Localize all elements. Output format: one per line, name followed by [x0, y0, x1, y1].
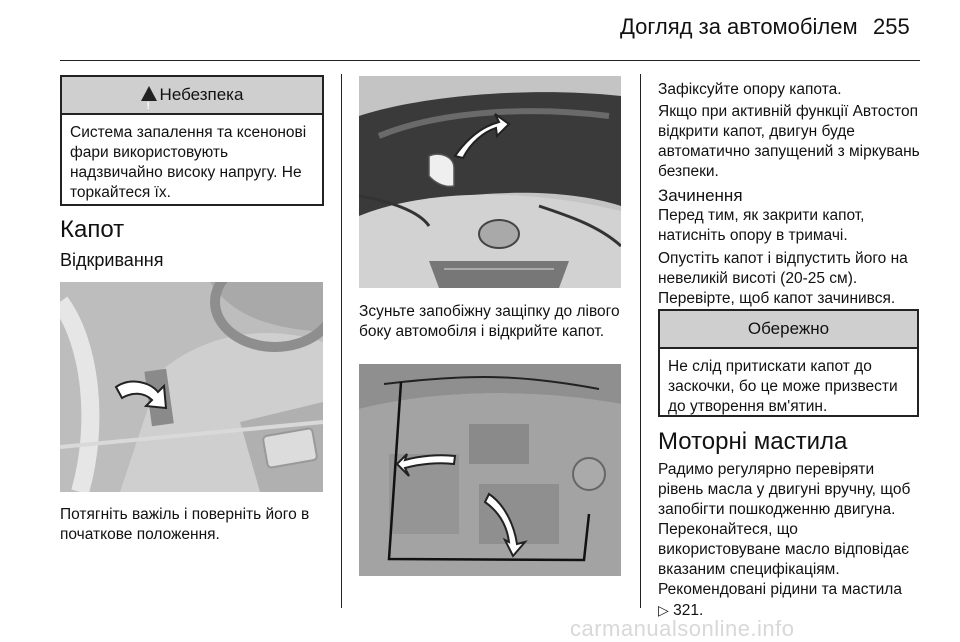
hood-heading: Капот	[60, 216, 125, 243]
closing-paragraph-1: Перед тим, як закрити капот, натисніть опору в тримачі.	[658, 207, 865, 244]
column-divider-1	[341, 74, 342, 608]
step2-text: Зсуньте запобіжну защіпку до лівого боку автомобіля і відкрийте капот.	[359, 303, 620, 340]
engine-oil-heading: Моторні мастила	[658, 428, 848, 455]
caution-box	[658, 309, 919, 417]
hood-latch-illustration	[359, 76, 621, 288]
autostop-note-text: Якщо при активній функції Автостоп відкрити капот, двигун буде автоматично запущений з міркувань безпеки.	[658, 103, 920, 180]
engine-oil-body: Радимо регулярно перевіряти рівень масла у двигуні вручну, щоб запобігти пошкодженню двигуна. Переконайтеся, що використовуване масло відповідає вказаним специфікаціям. Рекомендовані рідини та мастила	[658, 461, 911, 598]
danger-box-title: Небезпека	[159, 85, 244, 104]
page-header-title: Догляд за автомобілем	[620, 14, 858, 39]
danger-box-header	[62, 77, 322, 115]
watermark: carmanualsonline.info	[570, 616, 795, 641]
engine-oil-ref-page[interactable]: 321.	[673, 602, 704, 619]
page-number: 255	[873, 14, 910, 39]
engine-bay-illustration	[359, 364, 621, 576]
caution-box-text: Не слід притискати капот до заскочки, бо це може призвести до утворення вм'ятин.	[668, 358, 898, 415]
release-lever-illustration	[60, 282, 323, 492]
hood-latch-figure	[359, 76, 621, 288]
danger-box-text: Система запалення та ксенонові фари використовують надзвичайно високу напругу. Не торкайтеся їх.	[70, 124, 307, 201]
closing-subheading: Зачинення	[658, 186, 743, 205]
step1-text: Потягніть важіль і поверніть його в початкове положення.	[60, 506, 310, 543]
danger-box	[60, 75, 324, 206]
release-lever-figure	[60, 282, 323, 492]
engine-oil-text	[658, 460, 923, 621]
closing-paragraph-2: Опустіть капот і відпустить його на невеликій висоті (20-25 см). Перевірте, щоб капот зачинився.	[658, 250, 908, 307]
caution-box-title: Обережно	[660, 311, 917, 349]
page-reference-icon: ▷	[658, 602, 669, 618]
column-divider-2	[640, 74, 641, 608]
opening-subheading: Відкривання	[60, 250, 164, 270]
warning-triangle-icon: !	[141, 86, 157, 101]
step3-text: Зафіксуйте опору капота.	[658, 81, 842, 98]
header-rule	[60, 60, 920, 61]
engine-bay-figure	[359, 364, 621, 576]
